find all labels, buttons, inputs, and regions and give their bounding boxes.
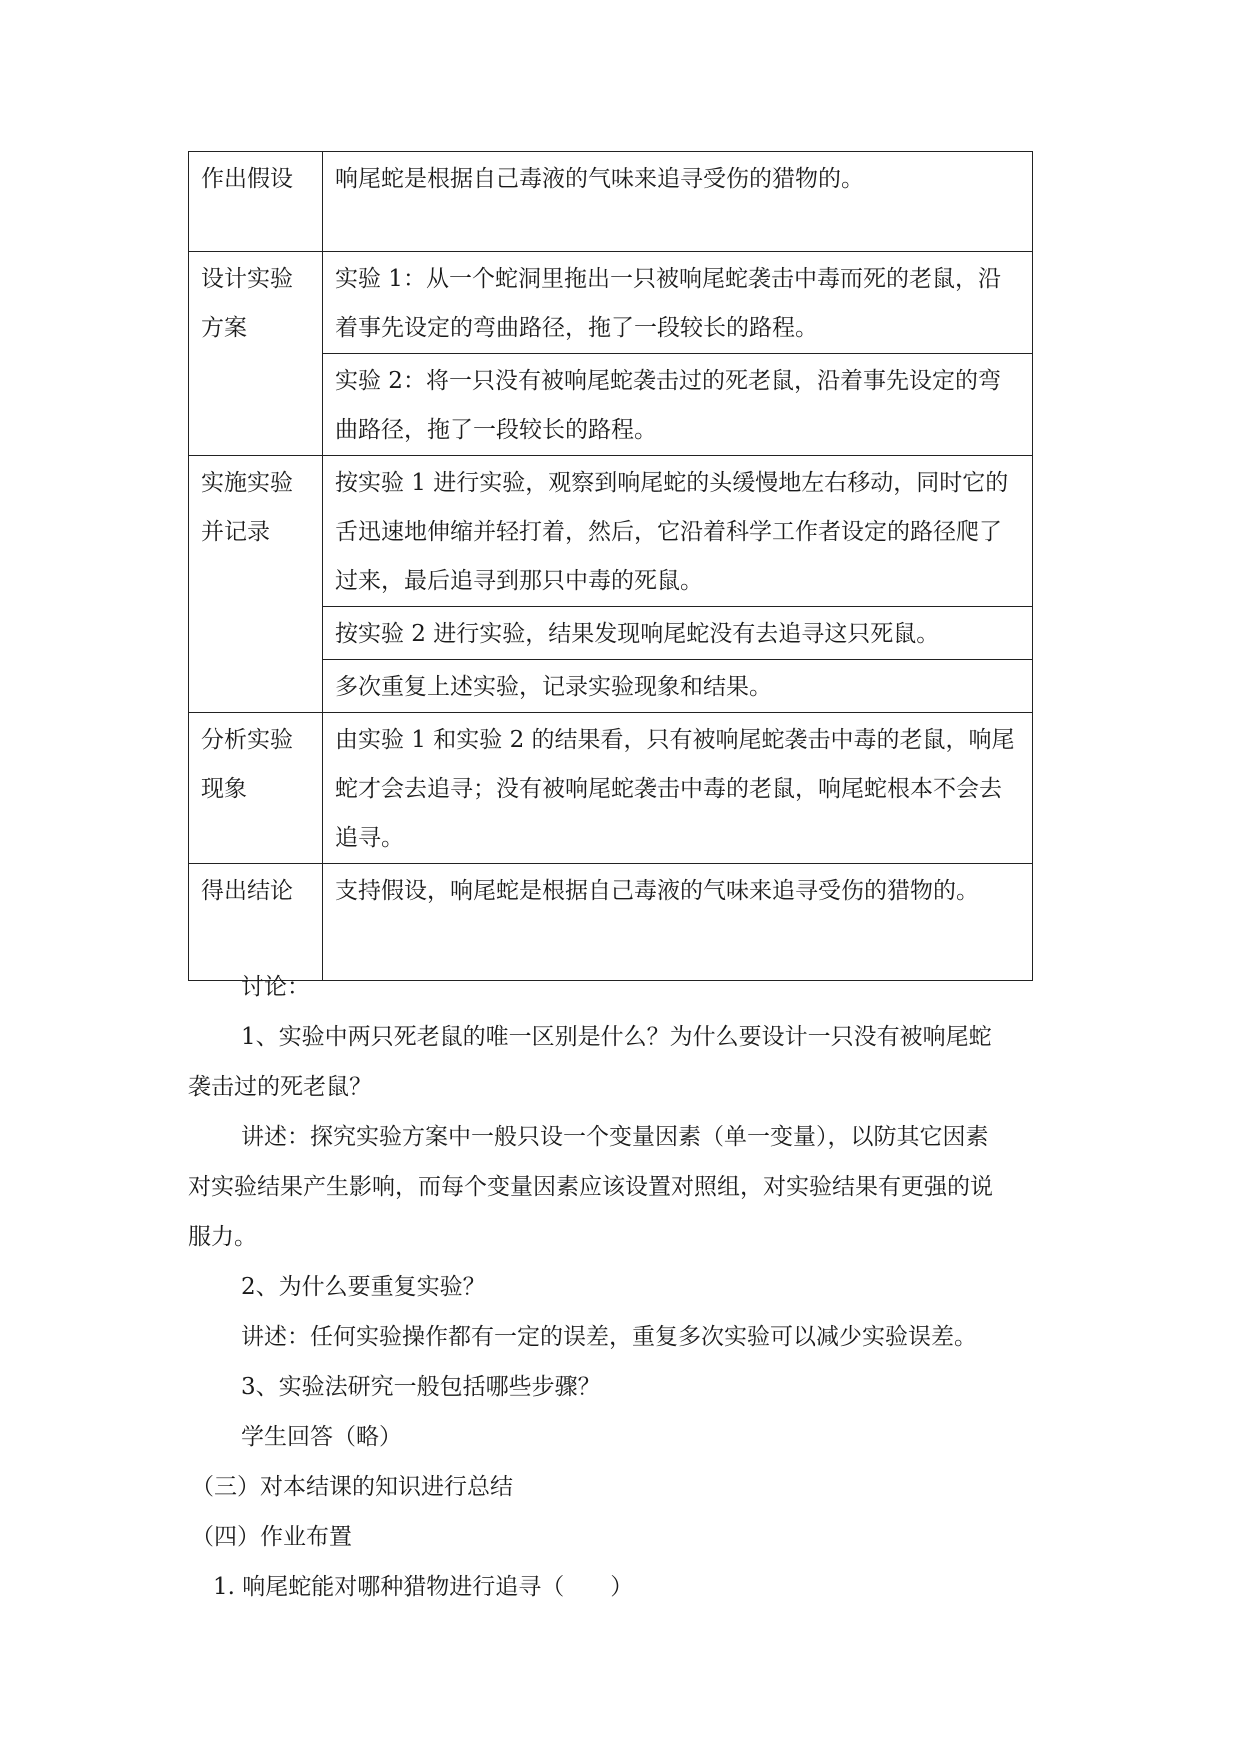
table-row bbox=[189, 864, 1033, 981]
content-cell: 响尾蛇是根据自己毒液的气味来追寻受伤的猎物的。 bbox=[323, 152, 1033, 252]
content-cell: 按实验 1 进行实验，观察到响尾蛇的头缓慢地左右移动，同时它的舌迅速地伸缩并轻打着，然后，它沿着科学工作者设定的路径爬了过来，最后追寻到那只中毒的死鼠。 bbox=[323, 456, 1033, 607]
answer-2: 讲述：任何实验操作都有一定的误差，重复多次实验可以减少实验误差。 bbox=[241, 1324, 977, 1350]
content-cell: 多次重复上述实验，记录实验现象和结果。 bbox=[323, 660, 1033, 713]
question-1-line-1: 1、实验中两只死老鼠的唯一区别是什么？为什么要设计一只没有被响尾蛇 bbox=[241, 1024, 992, 1050]
table-row bbox=[189, 713, 1033, 864]
discussion-heading: 讨论： bbox=[241, 974, 310, 1000]
question-3: 3、实验法研究一般包括哪些步骤？ bbox=[241, 1374, 601, 1400]
stage-cell: 分析实验现象 bbox=[189, 713, 323, 864]
stage-cell: 作出假设 bbox=[189, 152, 323, 252]
content-cell: 实验 2：将一只没有被响尾蛇袭击过的死老鼠，沿着事先设定的弯曲路径，拖了一段较长的路程。 bbox=[323, 354, 1033, 456]
section-homework: （四）作业布置 bbox=[191, 1524, 352, 1550]
question-2: 2、为什么要重复实验？ bbox=[241, 1274, 486, 1300]
answer-1-line-2: 对实验结果产生影响，而每个变量因素应该设置对照组，对实验结果有更强的说 bbox=[188, 1174, 993, 1200]
stage-cell: 得出结论 bbox=[189, 864, 323, 981]
section-summary: （三）对本结课的知识进行总结 bbox=[191, 1474, 513, 1500]
stage-cell: 设计实验方案 bbox=[189, 252, 323, 456]
answer-1-line-3: 服力。 bbox=[188, 1224, 257, 1250]
stage-cell: 实施实验并记录 bbox=[189, 456, 323, 713]
table-row bbox=[189, 456, 1033, 607]
content-cell: 由实验 1 和实验 2 的结果看，只有被响尾蛇袭击中毒的老鼠，响尾蛇才会去追寻；没有被响尾蛇袭击中毒的老鼠，响尾蛇根本不会去追寻。 bbox=[323, 713, 1033, 864]
content-cell: 实验 1：从一个蛇洞里拖出一只被响尾蛇袭击中毒而死的老鼠，沿着事先设定的弯曲路径，拖了一段较长的路程。 bbox=[323, 252, 1033, 354]
content-cell: 支持假设，响尾蛇是根据自己毒液的气味来追寻受伤的猎物的。 bbox=[323, 864, 1033, 981]
homework-question-1: 1. 响尾蛇能对哪种猎物进行追寻（ ） bbox=[213, 1574, 634, 1600]
question-1-line-2: 袭击过的死老鼠？ bbox=[188, 1074, 372, 1100]
content-cell: 按实验 2 进行实验，结果发现响尾蛇没有去追寻这只死鼠。 bbox=[323, 607, 1033, 660]
answer-3: 学生回答（略） bbox=[241, 1424, 402, 1450]
table-row bbox=[189, 252, 1033, 354]
answer-1-line-1: 讲述：探究实验方案中一般只设一个变量因素（单一变量），以防其它因素 bbox=[241, 1124, 989, 1150]
experiment-table bbox=[188, 151, 1033, 981]
table-row bbox=[189, 152, 1033, 252]
